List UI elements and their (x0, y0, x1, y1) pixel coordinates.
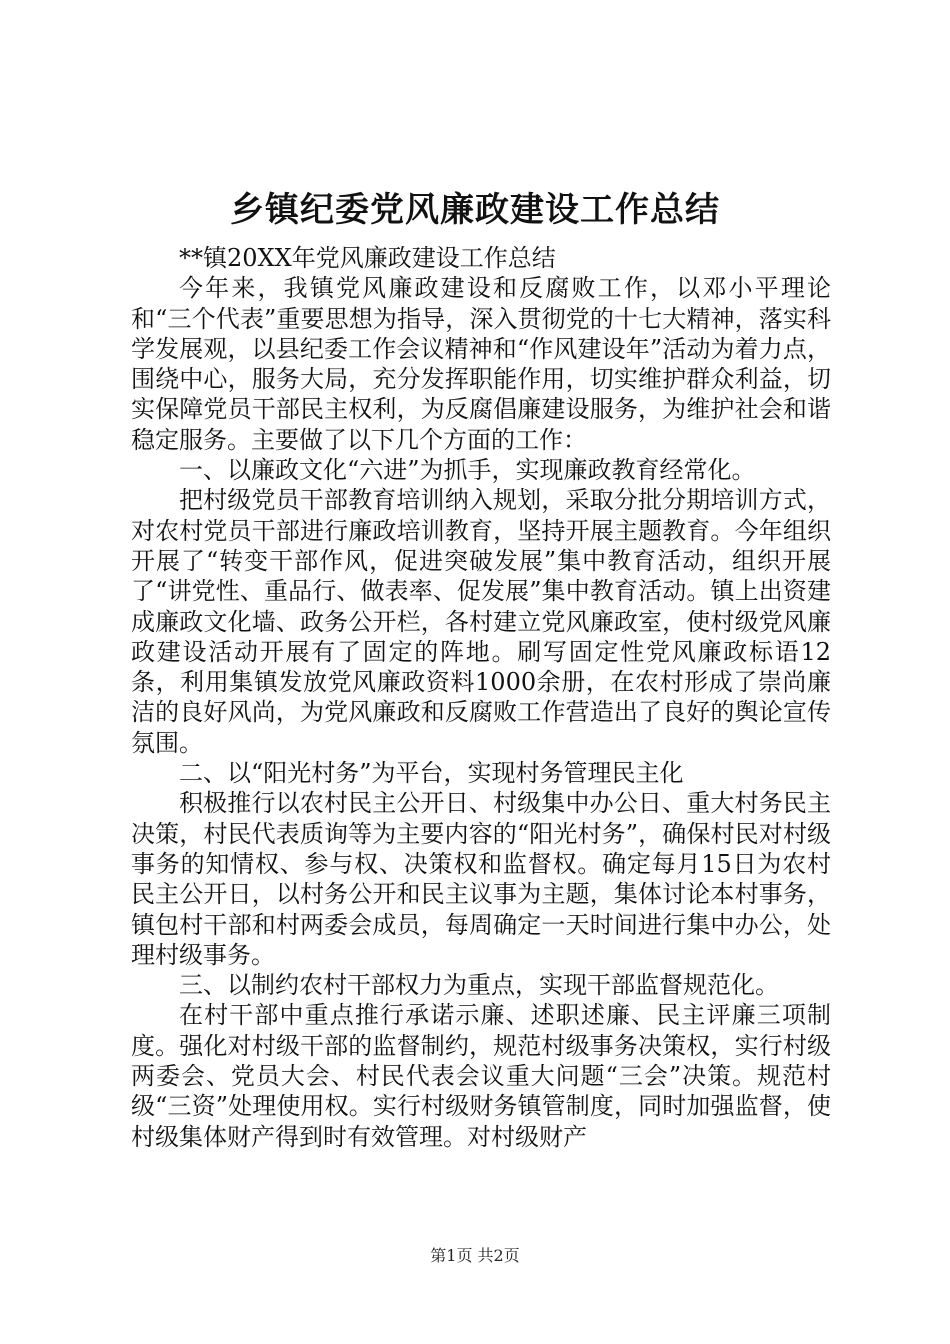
paragraph-intro: 今年来，我镇党风廉政建设和反腐败工作，以邓小平理论和“三个代表”重要思想为指导，深入贯彻党的十七大精神，落实科学发展观，以县纪委工作会议精神和“作风建设年”活动为着力点，围绕中心，服务大局，充分发挥职能作用，切实维护群众利益，切实保障党员干部民主权利，为反腐倡廉建设服务，为维护社会和谐稳定服务。主要做了以下几个方面的工作： (131, 274, 831, 454)
paragraph-section-2: 积极推行以农村民主公开日、村级集中办公日、重大村务民主决策，村民代表质询等为主要内容的“阳光村务”，确保村民对村级事务的知情权、参与权、决策权和监督权。确定每月15日为农村民主公开日，以村务公开和民主议事为主题，集体讨论本村事务，镇包村干部和村两委会成员，每周确定一天时间进行集中办公，处理村级事务。 (131, 789, 831, 969)
section-heading-1: 一、以廉政文化“六进”为抓手，实现廉政教育经常化。 (179, 456, 756, 485)
document-body (131, 243, 831, 1152)
paragraph-section-1: 把村级党员干部教育培训纳入规划，采取分批分期培训方式，对农村党员干部进行廉政培训教育，坚持开展主题教育。今年组织开展了“转变干部作风，促进突破发展”集中教育活动，组织开展了“讲党性、重品行、做表率、促发展”集中教育活动。镇上出资建成廉政文化墙、政务公开栏，各村建立党风廉政室，使村级党风廉政建设活动开展有了固定的阵地。刷写固定性党风廉政标语12条，利用集镇发放党风廉政资料1000余册，在农村形成了崇尚廉洁的良好风尚，为党风廉政和反腐败工作营造出了良好的舆论宣传氛围。 (131, 486, 831, 757)
section-heading-2: 二、以“阳光村务”为平台，实现村务管理民主化 (179, 759, 684, 788)
document-subtitle: **镇20XX年党风廉政建设工作总结 (179, 244, 556, 272)
page-number-footer: 第1页 共2页 (430, 1246, 520, 1265)
section-heading-3: 三、以制约农村干部权力为重点，实现干部监督规范化。 (179, 971, 779, 1000)
document-title: 乡镇纪委党风廉政建设工作总结 (230, 190, 720, 230)
paragraph-section-3: 在村干部中重点推行承诺示廉、述职述廉、民主评廉三项制度。强化对村级干部的监督制约，规范村级事务决策权，实行村级两委会、党员大会、村民代表会议重大问题“三会”决策。规范村级“三资”处理使用权。实行村级财务镇管制度，同时加强监督，使村级集体财产得到时有效管理。对村级财产 (131, 1001, 831, 1151)
